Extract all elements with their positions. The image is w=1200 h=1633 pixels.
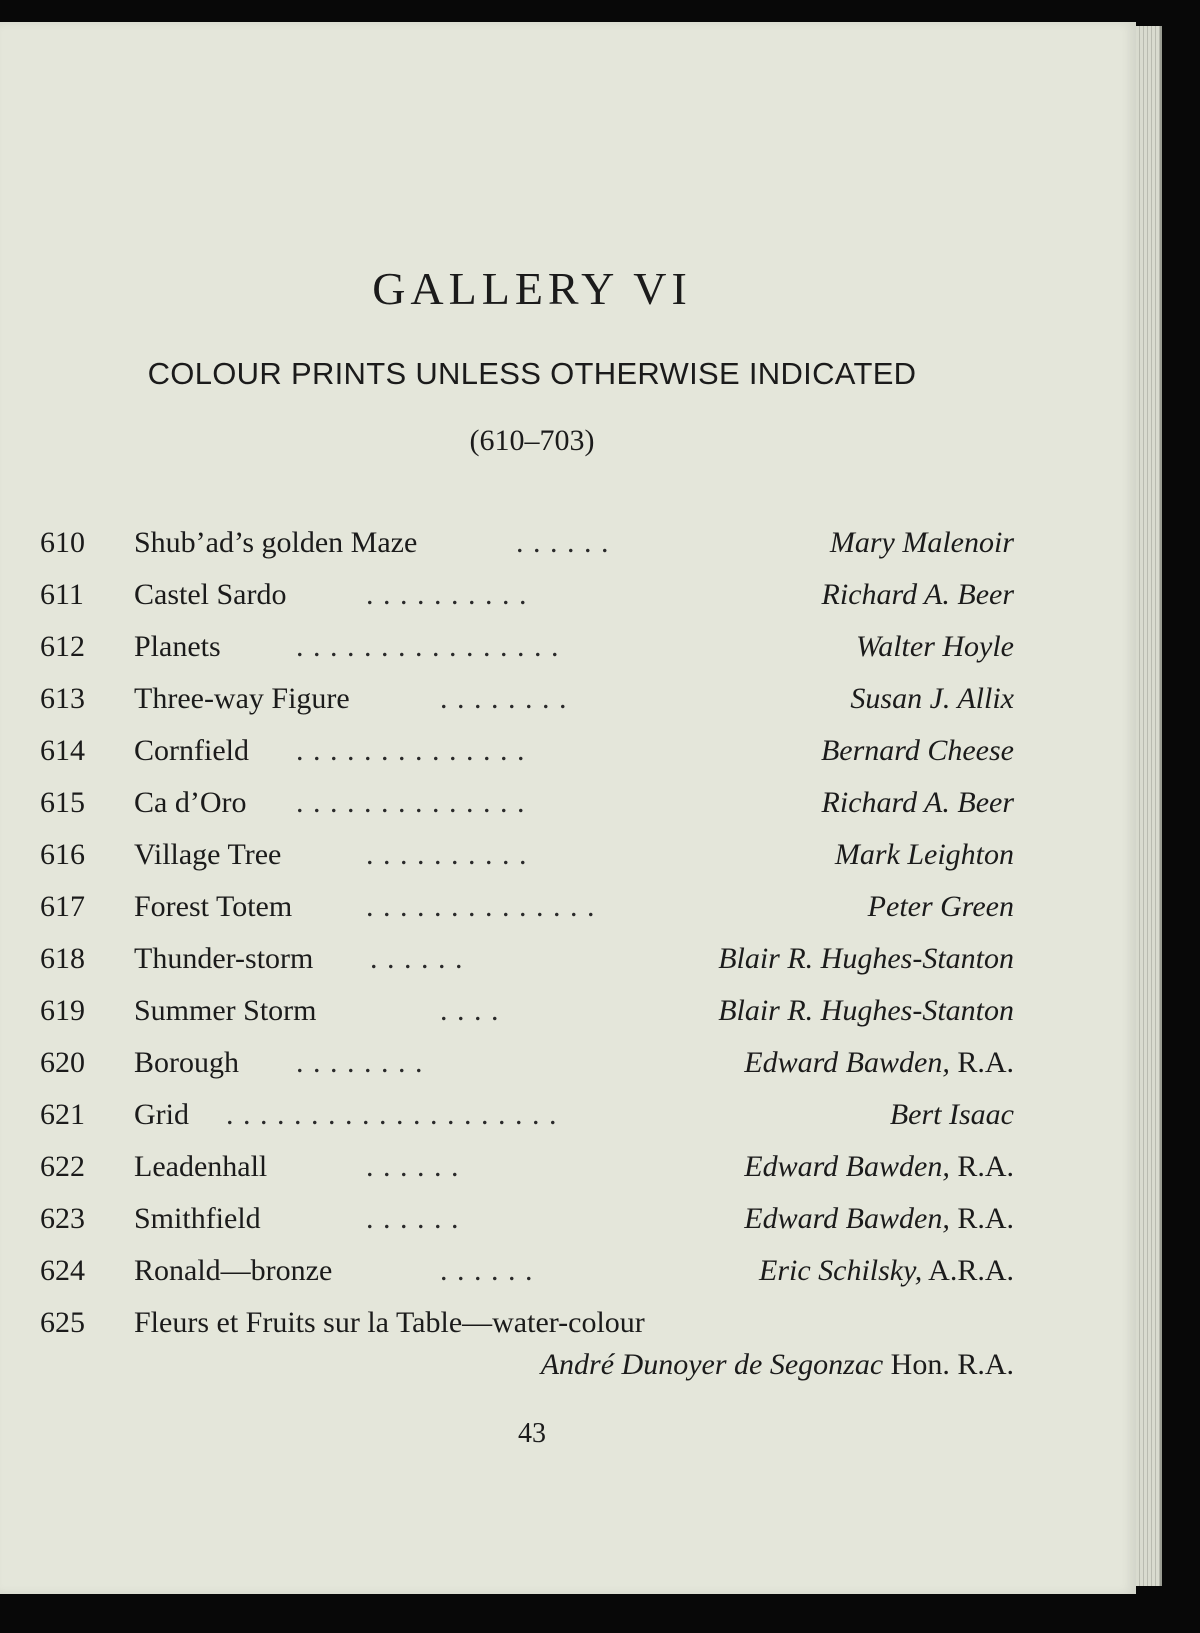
entry-artist (718, 942, 1014, 976)
entry-artist (822, 578, 1014, 612)
leader-dots: . . . . . . . . . . . . . . . . . . . . (226, 1098, 558, 1131)
list-item (0, 1194, 1136, 1246)
entry-number: 621 (40, 1098, 85, 1131)
list-item (0, 518, 1136, 570)
entry-title: Thunder-storm (134, 942, 314, 975)
entry-title: Village Tree (134, 838, 282, 871)
entry-title: Forest Totem (134, 890, 293, 923)
artist-name: Richard A. Beer (821, 578, 1014, 611)
entry-number: 618 (40, 942, 85, 975)
entry-title: Cornfield (134, 734, 249, 767)
entry-number: 624 (40, 1254, 85, 1287)
artist-name: Bert Isaac (889, 1098, 1014, 1131)
list-item (0, 726, 1136, 778)
entry-artist (856, 630, 1014, 664)
catalogue-list (0, 518, 1136, 1390)
entry-number: 619 (40, 994, 85, 1027)
leader-dots: . . . . . . (370, 942, 464, 975)
list-item (0, 622, 1136, 674)
page-edges (1136, 26, 1162, 1586)
entry-title: Planets (134, 630, 221, 663)
leader-dots: . . . . . . . . . . (366, 838, 528, 871)
entry-title: Grid (134, 1098, 189, 1131)
artist-name: Edward Bawden, (744, 1150, 950, 1183)
honour-suffix: R.A. (957, 1202, 1014, 1235)
entry-number: 622 (40, 1150, 85, 1183)
list-item (0, 1298, 1136, 1350)
leader-dots: . . . . . . . . . . . . . . (366, 890, 596, 923)
list-item-continuation (0, 1350, 1136, 1390)
subtitle: COLOUR PRINTS UNLESS OTHERWISE INDICATED (147, 356, 917, 391)
entry-title: Shub’ad’s golden Maze (134, 526, 418, 559)
artist-name: Edward Bawden, (744, 1202, 950, 1235)
honour-suffix: R.A. (957, 1046, 1014, 1079)
entry-number: 612 (40, 630, 85, 663)
entry-title: Ca d’Oro (134, 786, 247, 819)
entry-number: 616 (40, 838, 85, 871)
entry-number: 615 (40, 786, 85, 819)
leader-dots: . . . . . . . . . . . . . . (296, 734, 526, 767)
entry-artist (541, 1348, 1014, 1382)
entry-artist (759, 1254, 1014, 1288)
leader-dots: . . . . . . . . . . (366, 578, 528, 611)
list-item (0, 1090, 1136, 1142)
entry-title: Summer Storm (134, 994, 317, 1027)
entry-title: Castel Sardo (134, 578, 287, 611)
list-item (0, 882, 1136, 934)
entry-artist (821, 734, 1014, 768)
entry-number: 620 (40, 1046, 85, 1079)
list-item (0, 674, 1136, 726)
artist-name: Bernard Cheese (820, 734, 1014, 767)
artist-name: Richard A. Beer (821, 786, 1014, 819)
entry-artist (835, 838, 1014, 872)
entry-title: Ronald—bronze (134, 1254, 333, 1287)
entry-number: 623 (40, 1202, 85, 1235)
page-number: 43 (518, 1418, 546, 1449)
artist-name: Mark Leighton (834, 838, 1014, 871)
entry-number: 625 (40, 1306, 85, 1339)
list-item (0, 778, 1136, 830)
leader-dots: . . . . . . . . . . . . . . (296, 786, 526, 819)
entry-title: Fleurs et Fruits sur la Table—water-colour (134, 1306, 645, 1339)
entry-artist (718, 994, 1014, 1028)
leader-dots: . . . . . . (440, 1254, 534, 1287)
entry-artist (868, 890, 1014, 924)
entry-artist (850, 682, 1014, 716)
artist-name: Blair R. Hughes-Stanton (718, 994, 1014, 1027)
leader-dots: . . . . . . . . (296, 1046, 424, 1079)
catalogue-range: (610–703) (469, 424, 595, 457)
list-item (0, 934, 1136, 986)
entry-number: 614 (40, 734, 85, 767)
list-item (0, 1142, 1136, 1194)
artist-name: Edward Bawden, (744, 1046, 950, 1079)
leader-dots: . . . . . . (366, 1202, 460, 1235)
entry-number: 611 (40, 578, 84, 611)
leader-dots: . . . . . . . . . . . . . . . . (296, 630, 560, 663)
leader-dots: . . . . . . (366, 1150, 460, 1183)
entry-artist (744, 1150, 1014, 1184)
artist-name: Susan J. Allix (850, 682, 1014, 715)
list-item (0, 570, 1136, 622)
honour-suffix: R.A. (957, 1150, 1014, 1183)
entry-number: 610 (40, 526, 85, 559)
entry-artist (830, 526, 1014, 560)
leader-dots: . . . . . . (516, 526, 610, 559)
entry-title: Smithfield (134, 1202, 261, 1235)
entry-number: 617 (40, 890, 85, 923)
list-item (0, 986, 1136, 1038)
list-item (0, 1038, 1136, 1090)
artist-name: Walter Hoyle (855, 630, 1014, 663)
list-item (0, 830, 1136, 882)
artist-name: Mary Malenoir (829, 526, 1014, 559)
entry-artist (744, 1046, 1014, 1080)
leader-dots: . . . . . . . . (440, 682, 568, 715)
honour-suffix: A.R.A. (928, 1254, 1014, 1287)
artist-name: Peter Green (867, 890, 1014, 923)
entry-artist (744, 1202, 1014, 1236)
entry-title: Borough (134, 1046, 239, 1079)
entry-number: 613 (40, 682, 85, 715)
entry-title: Leadenhall (134, 1150, 268, 1183)
gallery-title: GALLERY VI (372, 263, 692, 314)
entry-title: Three-way Figure (134, 682, 350, 715)
artist-name: André Dunoyer de Segonzac (540, 1348, 884, 1381)
artist-name: Eric Schilsky, (759, 1254, 923, 1287)
entry-artist (890, 1098, 1014, 1132)
artist-name: Blair R. Hughes-Stanton (718, 942, 1014, 975)
entry-artist (822, 786, 1014, 820)
honour-suffix: Hon. R.A. (890, 1348, 1014, 1381)
list-item (0, 1246, 1136, 1298)
leader-dots: . . . . (440, 994, 500, 1027)
